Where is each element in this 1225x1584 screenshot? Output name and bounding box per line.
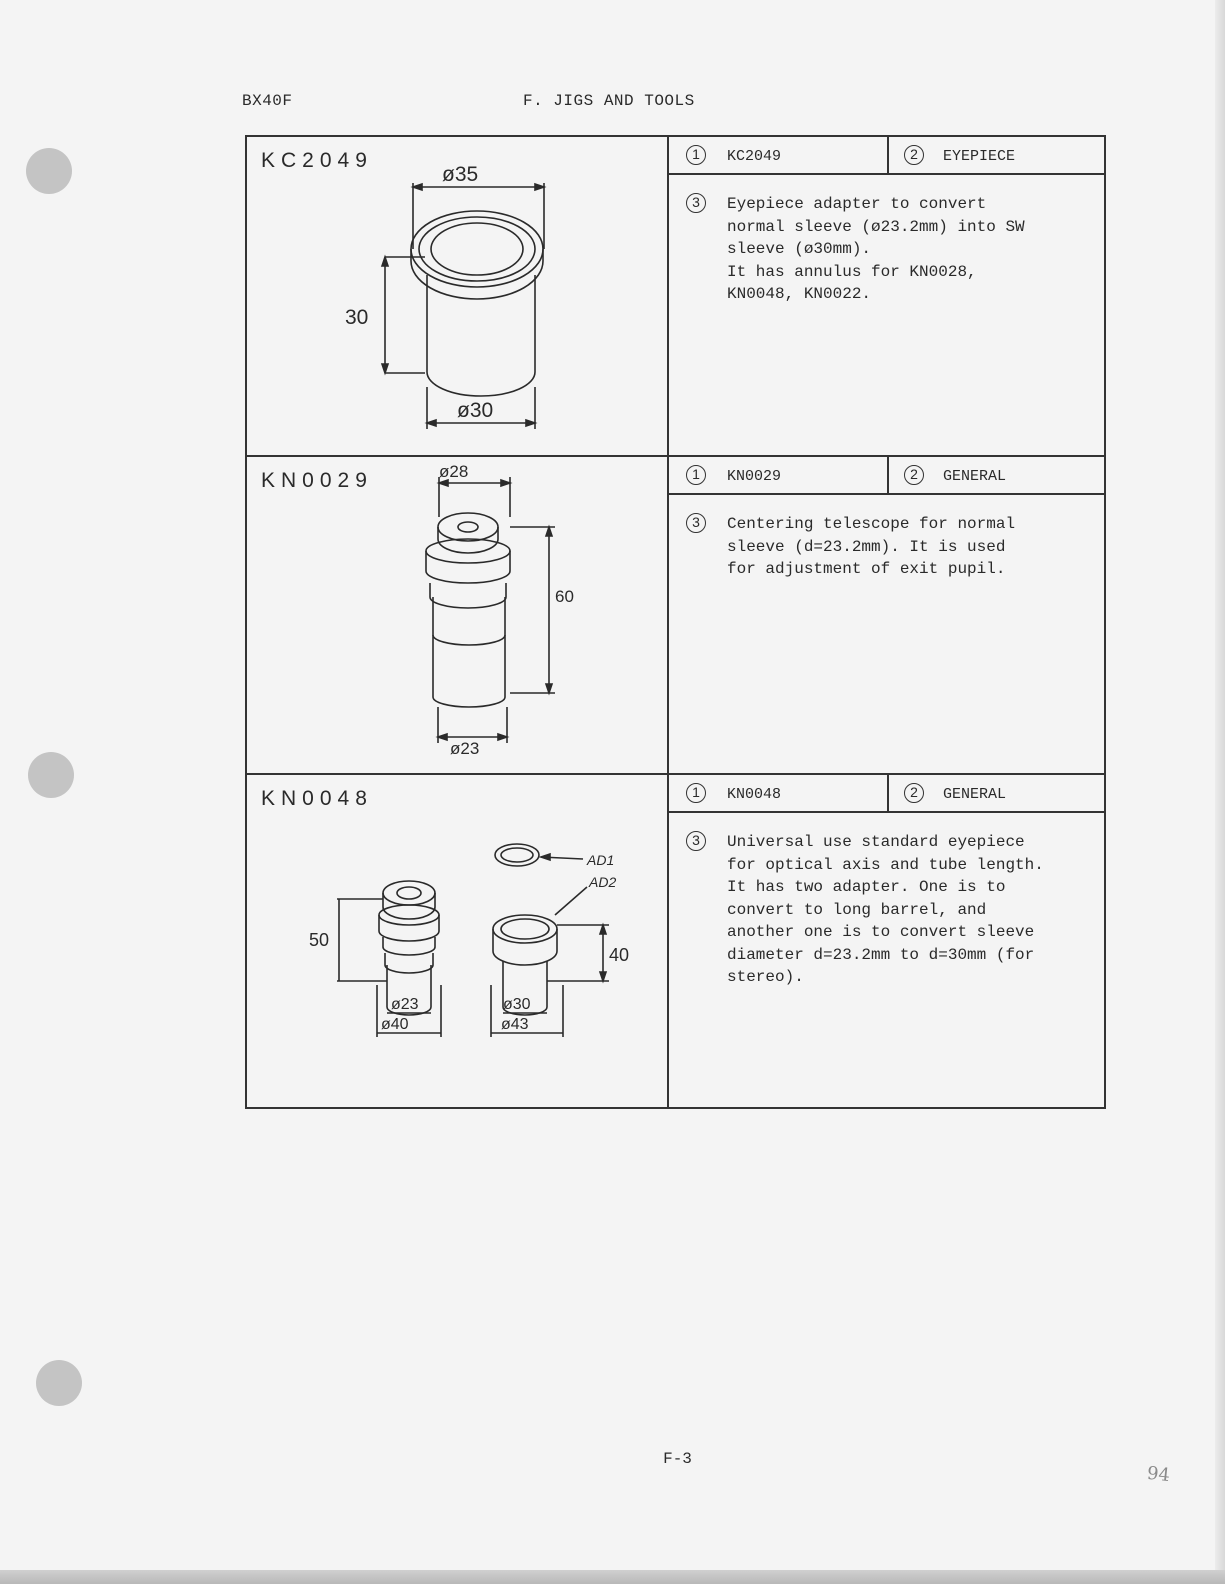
adapter-label: AD2 <box>589 874 617 890</box>
part-number-field <box>669 137 889 173</box>
tools-table <box>245 135 1106 1109</box>
dim-label: 50 <box>309 930 330 950</box>
circled-number: 2 <box>904 783 924 803</box>
part-number-field <box>669 775 889 811</box>
tool-description: Eyepiece adapter to convert normal sleeve (ø23.2mm) into SW sleeve (ø30mm). It has annulus for KN0028, KN0048, KN0022. <box>727 195 1025 303</box>
circled-number: 3 <box>686 193 706 213</box>
circled-number: 2 <box>904 145 924 165</box>
dim-label: 30 <box>345 306 369 329</box>
drawing-cell <box>247 775 669 1109</box>
circled-number: 3 <box>686 513 706 533</box>
drawing-cell <box>247 137 669 455</box>
circled-number: 2 <box>904 465 924 485</box>
kn0029-drawing <box>247 457 667 773</box>
part-number-field <box>669 457 889 493</box>
binder-hole <box>36 1360 82 1406</box>
info-cell <box>669 775 1104 1109</box>
part-number: KN0029 <box>727 468 782 485</box>
kc2049-drawing <box>247 137 667 453</box>
tool-description: Centering telescope for normal sleeve (d=23.2mm). It is used for adjustment of exit pupil. <box>727 515 1016 578</box>
category-field <box>889 775 1104 811</box>
kn0048-drawing <box>247 775 667 1109</box>
dim-label: 60 <box>555 587 574 606</box>
part-number: KC2049 <box>727 148 782 165</box>
category: GENERAL <box>943 468 1007 485</box>
page-edge-shadow <box>1215 0 1225 1584</box>
info-header <box>669 775 1104 813</box>
dim-label: ø30 <box>503 996 531 1013</box>
tool-row <box>247 137 1104 455</box>
dim-label: ø28 <box>439 462 469 481</box>
circled-number: 1 <box>686 783 706 803</box>
dim-label: ø43 <box>501 1016 529 1033</box>
info-header <box>669 137 1104 175</box>
dim-label: 40 <box>609 945 630 965</box>
circled-number: 3 <box>686 831 706 851</box>
category: EYEPIECE <box>943 148 1016 165</box>
handwritten-note: 94 <box>1145 1462 1171 1487</box>
model-header: BX40F <box>242 92 293 110</box>
dim-label: ø23 <box>450 739 480 758</box>
dim-label: ø23 <box>391 996 419 1013</box>
dim-label: ø35 <box>442 163 479 186</box>
binder-hole <box>28 752 74 798</box>
section-title: F. JIGS AND TOOLS <box>523 92 695 110</box>
tool-code: KN0048 <box>261 787 373 810</box>
scan-bottom-edge <box>0 1570 1225 1584</box>
tool-row <box>247 455 1104 773</box>
circled-number: 1 <box>686 145 706 165</box>
page-number: F-3 <box>663 1450 692 1468</box>
drawing-cell <box>247 457 669 773</box>
category: GENERAL <box>943 786 1007 803</box>
tool-description: Universal use standard eyepiece for optical axis and tube length. It has two adapter. One is to convert to long barrel, and another one is to convert sleeve diameter d=23.2mm to d=30mm (for stereo). <box>727 833 1044 986</box>
circled-number: 1 <box>686 465 706 485</box>
tool-row <box>247 773 1104 1109</box>
dim-label: ø40 <box>381 1016 409 1033</box>
dim-label: ø30 <box>457 399 494 422</box>
tool-code: KC2049 <box>261 149 373 172</box>
info-header <box>669 457 1104 495</box>
category-field <box>889 457 1104 493</box>
adapter-label: AD1 <box>587 852 615 868</box>
category-field <box>889 137 1104 173</box>
part-number: KN0048 <box>727 786 782 803</box>
tool-code: KN0029 <box>261 469 373 492</box>
info-cell <box>669 457 1104 773</box>
info-cell <box>669 137 1104 455</box>
binder-hole <box>26 148 72 194</box>
